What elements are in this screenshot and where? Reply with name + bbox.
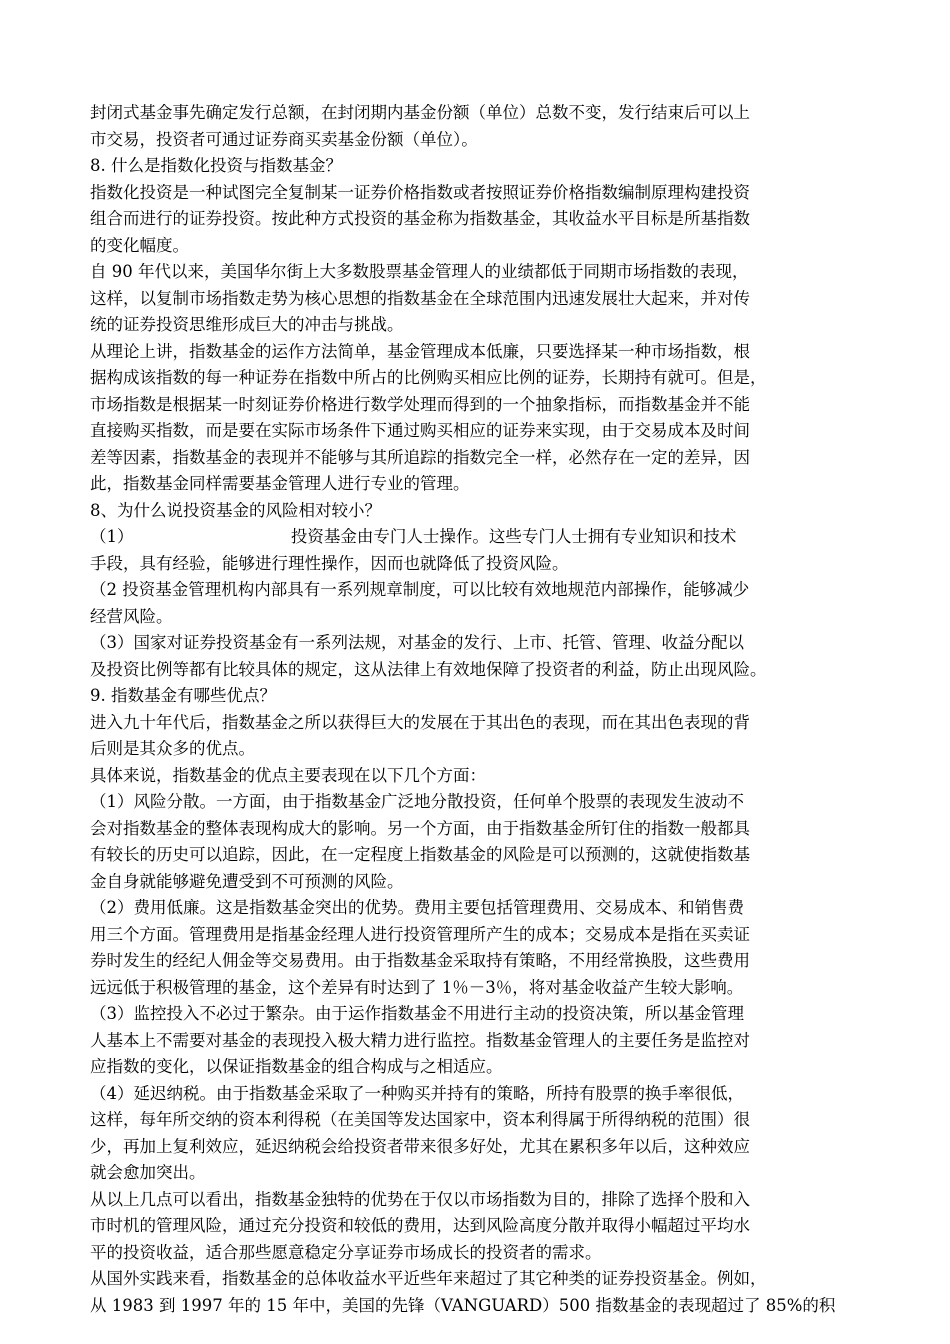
- text-line: 直接购买指数，而是要在实际市场条件下通过购买相应的证券来实现，由于交易成本及时间: [90, 421, 750, 440]
- text-line: 此，指数基金同样需要基金管理人进行专业的管理。: [90, 474, 470, 493]
- text-line: 应指数的变化，以保证指数基金的组合构成与之相适应。: [90, 1057, 503, 1076]
- section-heading: 8、为什么说投资基金的风险相对较小？: [90, 500, 381, 520]
- text-line: 经营风险。: [90, 606, 173, 626]
- text-line: 金自身就能够避免遭受到不可预测的风险。: [90, 871, 404, 891]
- document-page: [90, 100, 870, 1319]
- text-line: 少，再加上复利效应，延迟纳税会给投资者带来很多好处，尤其在累积多年以后，这种效应: [90, 1136, 750, 1156]
- text-line: 券时发生的经纪人佣金等交易费用。由于指数基金采取持有策略，不用经常换股，这些费用: [90, 951, 750, 970]
- text-line: 的变化幅度。: [90, 235, 189, 255]
- text-line: 从 1983 到 1997 年的 15 年中，美国的先锋（VANGUARD）500 指数基金的表现超过了 85%的积: [90, 1295, 836, 1315]
- text-line: 从国外实践来看，指数基金的总体收益水平近些年来超过了其它种类的证券投资基金。例如，: [90, 1269, 767, 1288]
- section-heading: 8. 什么是指数化投资与指数基金？: [90, 156, 342, 175]
- text-line: 有较长的历史可以追踪，因此，在一定程度上指数基金的风险是可以预测的，这就使指数基: [90, 845, 750, 864]
- text-line: 就会愈加突出。: [90, 1163, 206, 1182]
- text-line: 市时机的管理风险，通过充分投资和较低的费用，达到风险高度分散并取得小幅超过平均水: [90, 1216, 750, 1235]
- text-line: （3）国家对证券投资基金有一系列法规，对基金的发行、上市、托管、管理、收益分配以: [90, 633, 744, 652]
- text-line: 这样，以复制市场指数走势为核心思想的指数基金在全球范围内迅速发展壮大起来，并对传: [90, 288, 750, 308]
- text-line: 进入九十年代后，指数基金之所以获得巨大的发展在于其出色的表现，而在其出色表现的背: [90, 712, 750, 732]
- text-line: （1） 投资基金由专门人士操作。这些专门人士拥有专业知识和技术: [90, 527, 737, 546]
- text-line: （2 投资基金管理机构内部具有一系列规章制度，可以比较有效地规范内部操作，能够减少: [90, 580, 750, 599]
- text-line: 后则是其众多的优点。: [90, 739, 255, 758]
- text-line: 组合而进行的证券投资。按此种方式投资的基金称为指数基金，其收益水平目标是所基指数: [90, 209, 750, 228]
- text-line: 自 90 年代以来，美国华尔街上大多数股票基金管理人的业绩都低于同期市场指数的表现，: [90, 262, 749, 281]
- text-line: 用三个方面。管理费用是指基金经理人进行投资管理所产生的成本；交易成本是指在买卖证: [90, 924, 750, 944]
- text-line: 市场指数是根据某一时刻证券价格进行数学处理而得到的一个抽象指标，而指数基金并不能: [90, 394, 750, 414]
- text-line: 据构成该指数的每一种证券在指数中所占的比例购买相应比例的证券，长期持有就可。但是，: [90, 368, 767, 387]
- text-line: 指数化投资是一种试图完全复制某一证券价格指数或者按照证券价格指数编制原理构建投资: [90, 182, 750, 202]
- text-line: 从以上几点可以看出，指数基金独特的优势在于仅以市场指数为目的，排除了选择个股和入: [90, 1189, 750, 1209]
- text-line: （2）费用低廉。这是指数基金突出的优势。费用主要包括管理费用、交易成本、和销售费: [90, 898, 744, 917]
- text-line: 远远低于积极管理的基金，这个差异有时达到了 1％－3％，将对基金收益产生较大影响。: [90, 977, 744, 997]
- text-line: 具体来说，指数基金的优点主要表现在以下几个方面：: [90, 765, 486, 785]
- text-line: 会对指数基金的整体表现构成大的影响。另一个方面，由于指数基金所钉住的指数一般都具: [90, 818, 750, 838]
- section-heading: 9. 指数基金有哪些优点？: [90, 686, 276, 705]
- text-line: 从理论上讲，指数基金的运作方法简单，基金管理成本低廉，只要选择某一种市场指数，根: [90, 341, 750, 361]
- text-line: （1）风险分散。一方面，由于指数基金广泛地分散投资，任何单个股票的表现发生波动不: [90, 792, 744, 811]
- text-line: 这样，每年所交纳的资本利得税（在美国等发达国家中，资本利得属于所得纳税的范围）很: [90, 1110, 750, 1129]
- text-line: 市交易，投资者可通过证券商买卖基金份额（单位）。: [90, 129, 478, 149]
- text-line: （3）监控投入不必过于繁杂。由于运作指数基金不用进行主动的投资决策，所以基金管理: [90, 1004, 744, 1023]
- text-line: 人基本上不需要对基金的表现投入极大精力进行监控。指数基金管理人的主要任务是监控对: [90, 1030, 750, 1050]
- text-line: 差等因素，指数基金的表现并不能够与其所追踪的指数完全一样，必然存在一定的差异，因: [90, 447, 750, 467]
- text-line: 平的投资收益，适合那些愿意稳定分享证券市场成长的投资者的需求。: [90, 1242, 602, 1262]
- text-line: 手段，具有经验，能够进行理性操作，因而也就降低了投资风险。: [90, 553, 569, 573]
- text-line: 封闭式基金事先确定发行总额，在封闭期内基金份额（单位）总数不变，发行结束后可以上: [90, 103, 750, 122]
- text-line: （4）延迟纳税。由于指数基金采取了一种购买并持有的策略，所持有股票的换手率很低，: [90, 1083, 744, 1103]
- text-line: 及投资比例等都有比较具体的规定，这从法律上有效地保障了投资者的利益，防止出现风险。: [90, 659, 767, 679]
- text-line: 统的证券投资思维形成巨大的冲击与挑战。: [90, 315, 404, 334]
